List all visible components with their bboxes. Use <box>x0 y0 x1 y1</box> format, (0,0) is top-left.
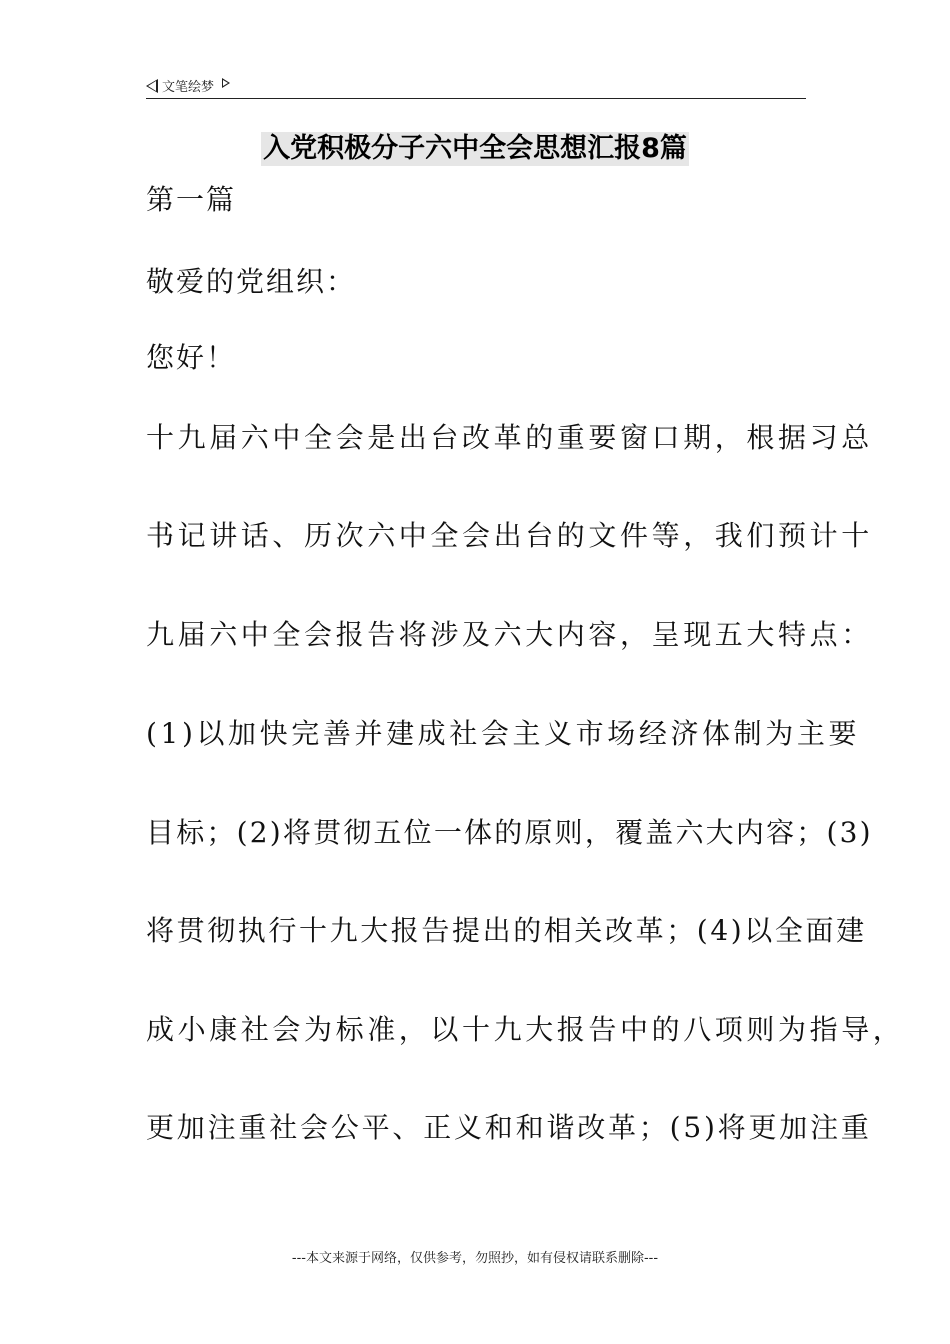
body-line: 更加注重社会公平、正义和和谐改革；(5)将更加注重 <box>146 1111 872 1144</box>
header-brand: 文笔绘梦 <box>162 80 215 95</box>
body-line: 目标；(2)将贯彻五位一体的原则，覆盖六大内容；(3) <box>146 816 873 849</box>
title-container <box>0 132 950 166</box>
section-label: 第一篇 <box>146 183 237 216</box>
body-line: 九届六中全会报告将涉及六大内容，呈现五大特点： <box>146 618 873 651</box>
footer-disclaimer: ---本文来源于网络，仅供参考，勿照抄，如有侵权请联系删除--- <box>291 1251 659 1266</box>
body-line: 将贯彻执行十九大报告提出的相关改革；(4)以全面建 <box>146 914 867 947</box>
header-brand-group <box>146 76 230 95</box>
body-line: (1)以加快完善并建成社会主义市场经济体制为主要 <box>146 717 861 750</box>
page-header <box>146 74 806 99</box>
document-title: 入党积极分子六中全会思想汇报8篇 <box>263 133 687 164</box>
salutation: 敬爱的党组织： <box>146 265 357 298</box>
body-line: 成小康社会为标准，以十九大报告中的八项则为指导， <box>146 1013 905 1046</box>
triangle-right-icon <box>222 78 230 88</box>
body-line: 十九届六中全会是出台改革的重要窗口期，根据习总 <box>146 421 873 454</box>
triangle-left-icon <box>146 79 158 93</box>
greeting: 您好！ <box>146 341 237 374</box>
body-line: 书记讲话、历次六中全会出台的文件等，我们预计十 <box>146 519 873 552</box>
